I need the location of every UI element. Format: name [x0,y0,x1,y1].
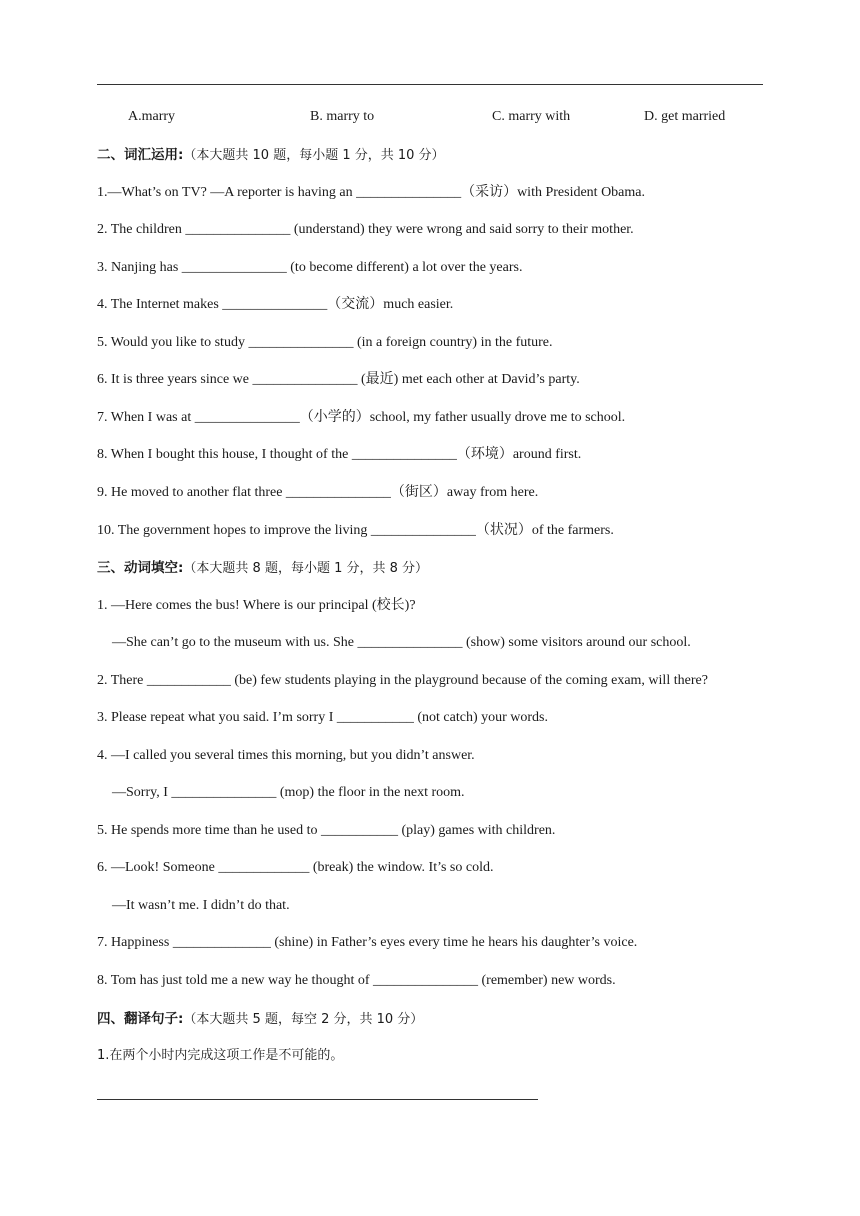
section3-note: （本大题共 8 题，每小题 1 分，共 8 分） [183,561,429,576]
vocab-item-8: 8. When I bought this house, I thought of the _______________（环境）around first. [97,447,582,462]
vocab-item-10: 10. The government hopes to improve the living _______________（状况）of the farmers. [97,523,614,538]
vocab-item-9: 9. He moved to another flat three _______________（街区）away from here. [97,485,539,500]
verb-line-9: —It wasn’t me. I didn’t do that. [112,898,290,913]
option-c: C. marry with [492,109,571,124]
verb-line-7: 5. He spends more time than he used to ___________ (play) games with children. [97,823,556,838]
translation-item-1: 1.在两个小时内完成这项工作是不可能的。 [97,1048,344,1063]
verb-line-10: 7. Happiness ______________ (shine) in Father’s eyes every time he hears his daughter’s voice. [97,935,638,950]
section2-heading [97,146,445,165]
vocab-item-1: 1.—What’s on TV? —A reporter is having an _______________（采访）with President Obama. [97,185,645,200]
section4-note: （本大题共 5 题，每空 2 分，共 10 分） [183,1012,424,1027]
vocab-item-6: 6. It is three years since we _______________ (最近) met each other at David’s party. [97,372,580,387]
answer-line[interactable] [97,1099,538,1100]
section4-heading [97,1010,423,1029]
vocab-item-3: 3. Nanjing has _______________ (to become different) a lot over the years. [97,260,523,275]
section2-title: 二、词汇运用: [97,147,184,163]
verb-line-1: 1. —Here comes the bus! Where is our principal (校长)? [97,598,416,613]
option-a: A.marry [128,109,176,124]
verb-line-5: 4. —I called you several times this morning, but you didn’t answer. [97,748,475,763]
verb-line-11: 8. Tom has just told me a new way he thought of _______________ (remember) new words. [97,973,616,988]
vocab-item-7: 7. When I was at _______________（小学的）school, my father usually drove me to school. [97,410,626,425]
vocab-item-2: 2. The children _______________ (understand) they were wrong and said sorry to their mother. [97,222,634,237]
section3-title: 三、动词填空: [97,560,184,576]
section4-title: 四、翻译句子: [97,1011,184,1027]
answer-options [0,109,860,129]
option-b: B. marry to [310,109,375,124]
vocab-item-5: 5. Would you like to study _______________ (in a foreign country) in the future. [97,335,553,350]
option-d: D. get married [644,109,726,124]
verb-line-4: 3. Please repeat what you said. I’m sorry I ___________ (not catch) your words. [97,710,549,725]
verb-line-3: 2. There ____________ (be) few students playing in the playground because of the coming exam, will there? [97,673,708,688]
verb-line-6: —Sorry, I _______________ (mop) the floor in the next room. [112,785,465,800]
verb-line-8: 6. —Look! Someone _____________ (break) the window. It’s so cold. [97,860,494,875]
vocab-item-4: 4. The Internet makes _______________（交流）much easier. [97,297,454,312]
verb-line-2: —She can’t go to the museum with us. She _______________ (show) some visitors around our school. [112,635,691,650]
section3-heading [97,559,428,578]
section2-note: （本大题共 10 题，每小题 1 分，共 10 分） [183,148,445,163]
header-rule [97,84,763,85]
